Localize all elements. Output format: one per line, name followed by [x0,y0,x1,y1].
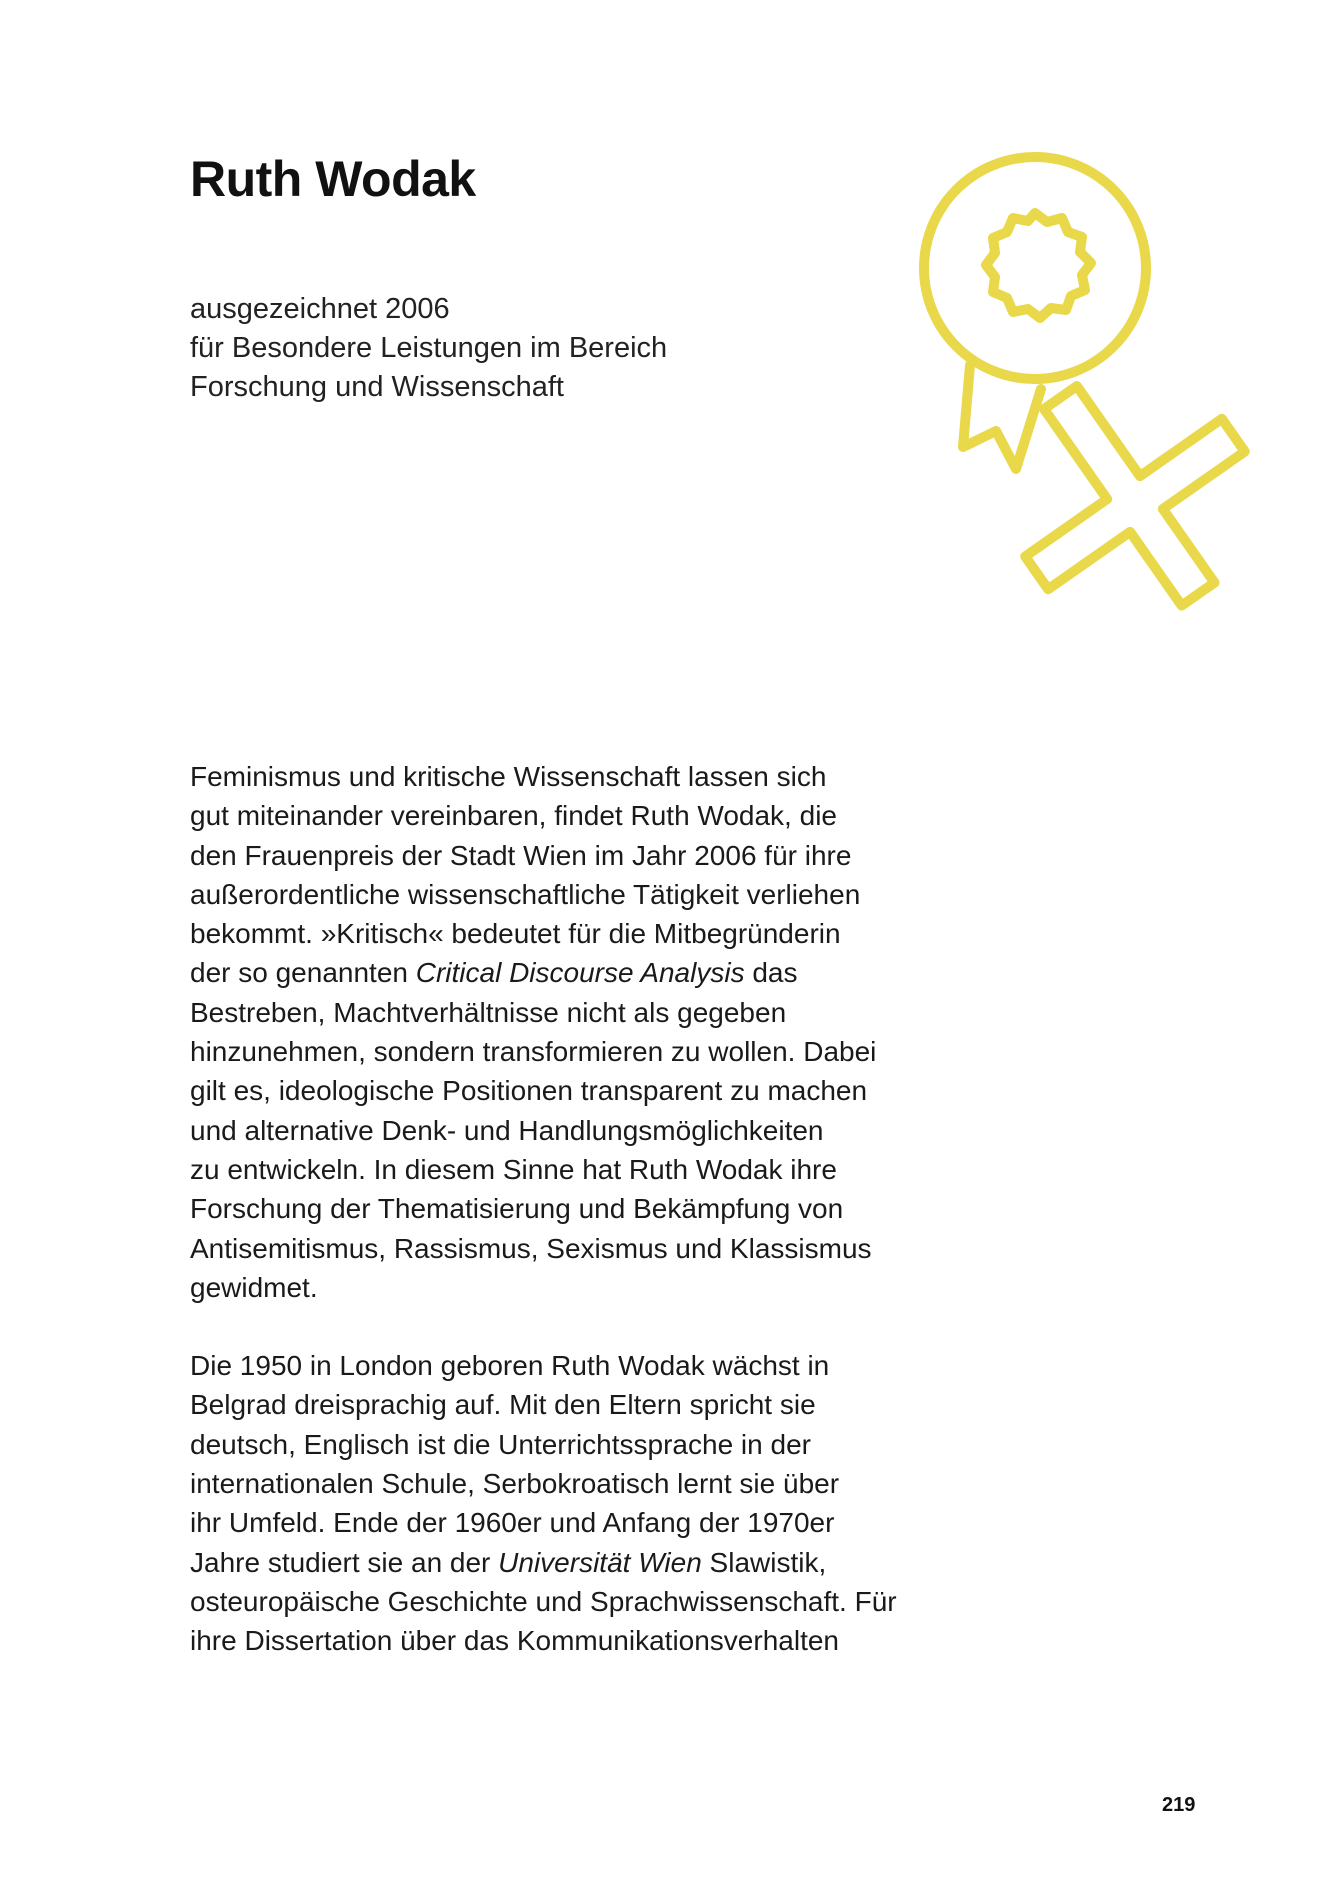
text-line: ihre Dissertation über das Kommunikationsverhalten [190,1625,839,1657]
italic-term: Critical Discourse Analysis [415,957,745,989]
award-category-line: für Besondere Leistungen im Bereich [190,332,668,364]
text-segment: der so genannten [190,957,416,989]
text-line: Forschung der Thematisierung und Bekämpfung von [190,1193,844,1225]
page-number: 219 [1162,1794,1196,1816]
text-line: Bestreben, Machtverhältnisse nicht als gegeben [190,996,787,1028]
text-line: Feminismus und kritische Wissenschaft lassen sich [190,761,827,792]
text-segment: Slawistik, [701,1546,827,1578]
text-line: hinzunehmen, sondern transformieren zu wollen. Dabei [190,1036,877,1068]
italic-term: Universität Wien [498,1546,702,1578]
text-line: Antisemitismus, Rassismus, Sexismus und Klassismus [190,1232,872,1264]
award-field-line: Forschung und Wissenschaft [190,371,564,403]
text-line [190,1543,930,1582]
female-symbol-award-rosette-icon [910,150,1270,630]
page-title: Ruth Wodak [190,151,476,207]
award-year-line: ausgezeichnet 2006 [190,293,450,325]
text-line: den Frauenpreis der Stadt Wien im Jahr 2006 für ihre [190,839,852,871]
text-line: deutsch, Englisch ist die Unterrichtssprache in der [190,1428,811,1460]
text-line: Belgrad dreisprachig auf. Mit den Eltern spricht sie [190,1389,816,1421]
text-line: ihr Umfeld. Ende der 1960er und Anfang der 1970er [190,1507,835,1539]
text-line: gewidmet. [190,1271,318,1303]
text-line: gilt es, ideologische Positionen transparent zu machen [190,1075,868,1107]
emblem-rosette [986,213,1091,318]
emblem-outer-ring [924,157,1146,379]
text-line [190,953,930,992]
text-line: außerordentliche wissenschaftliche Tätigkeit verliehen [190,878,861,910]
article-body [190,757,930,1700]
paragraph-2 [190,1346,930,1660]
text-line: gut miteinander vereinbaren, findet Ruth Wodak, die [190,800,837,832]
text-line: bekommt. »Kritisch« bedeutet für die Mitbegründerin [190,918,841,950]
text-line: osteuropäische Geschichte und Sprachwissenschaft. Für [190,1585,897,1617]
text-line: und alternative Denk- und Handlungsmöglichkeiten [190,1114,824,1146]
text-line: zu entwickeln. In diesem Sinne hat Ruth Wodak ihre [190,1153,837,1185]
text-line: Die 1950 in London geboren Ruth Wodak wächst in [190,1350,830,1382]
text-segment: Jahre studiert sie an der [190,1546,499,1578]
paragraph-1 [190,757,930,1307]
text-line: internationalen Schule, Serbokroatisch lernt sie über [190,1468,840,1500]
text-segment: das [744,957,798,989]
award-description [190,290,667,407]
